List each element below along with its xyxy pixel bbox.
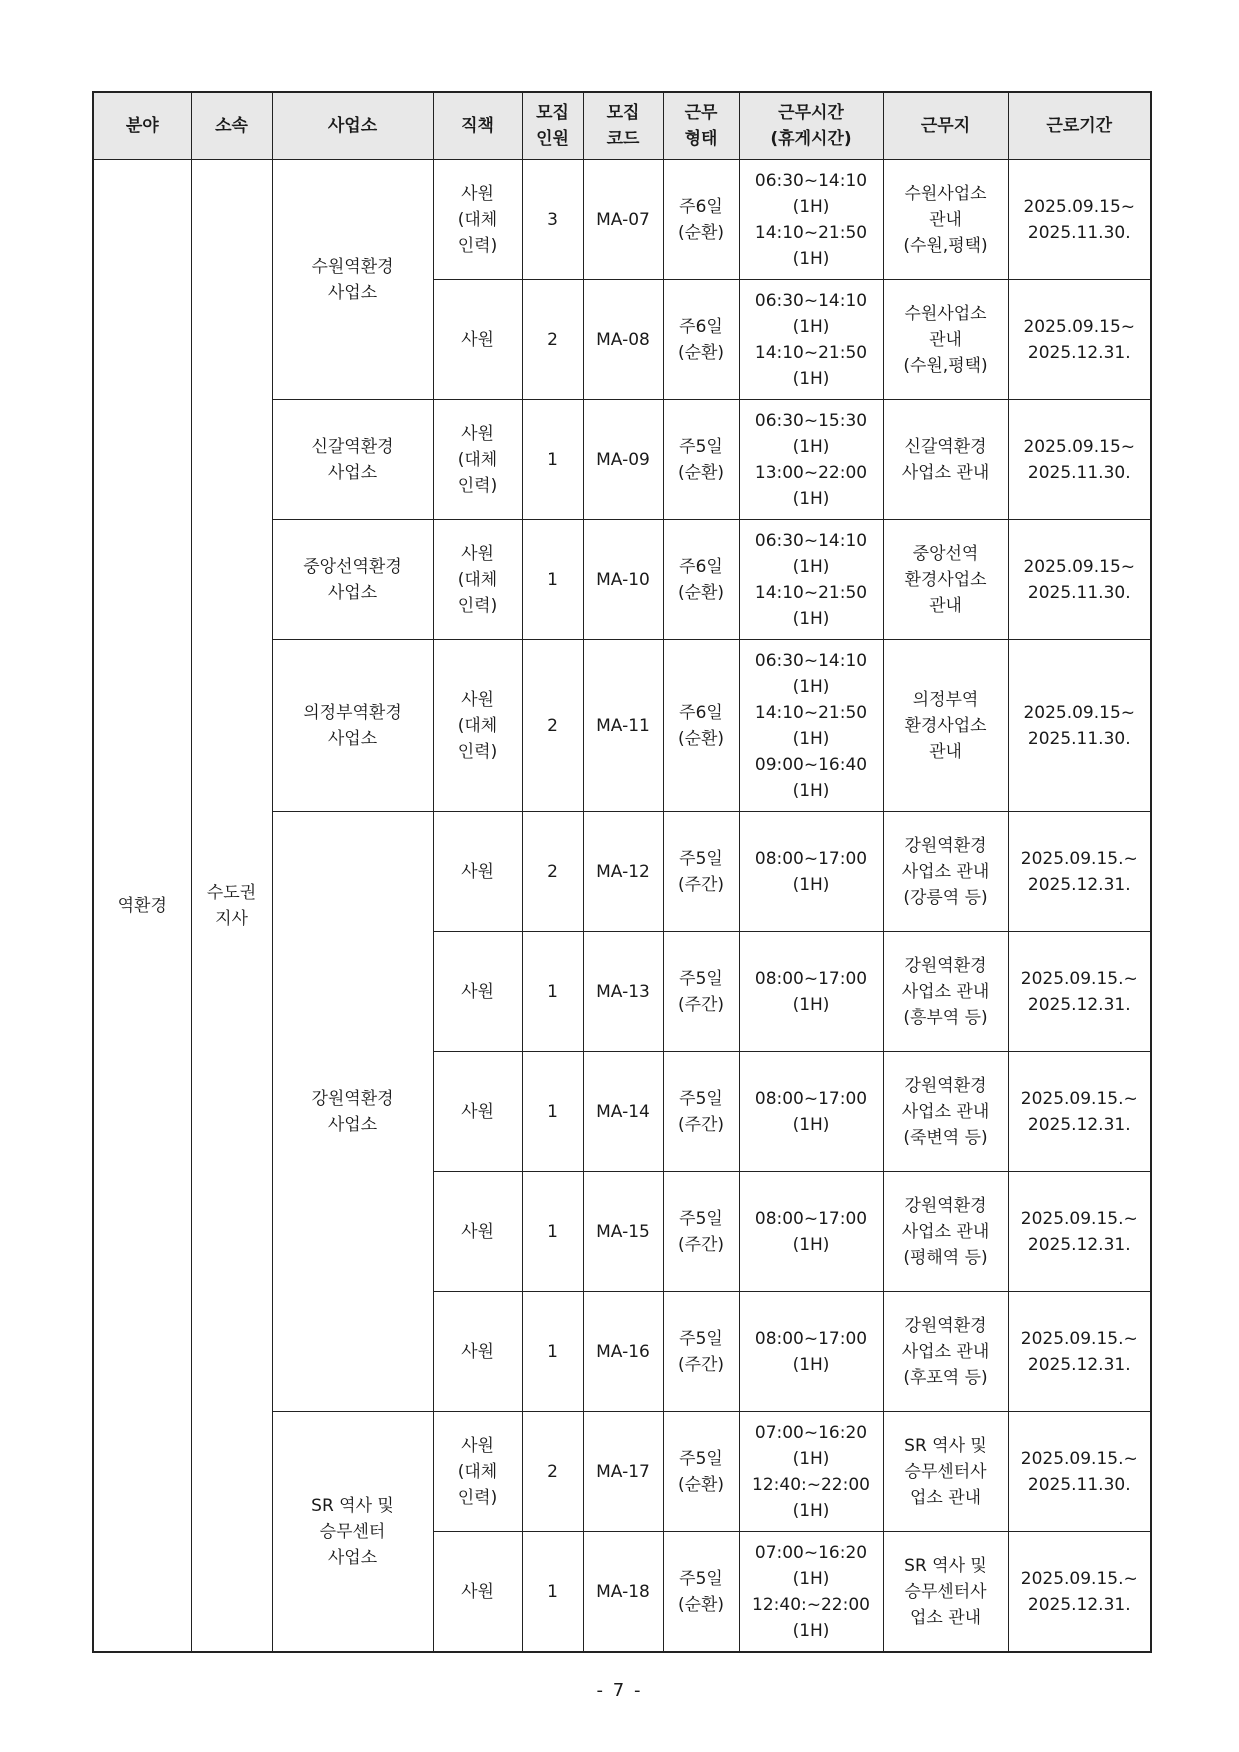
field-cell: [93, 160, 191, 1653]
work-place-cell: [883, 1532, 1008, 1653]
cell-line: (대체: [457, 209, 498, 230]
work-type-cell: [663, 520, 739, 640]
cell-line: 분야: [125, 116, 159, 136]
cell-line: 강원역환경: [904, 1315, 987, 1336]
cell-line: (대체: [457, 449, 498, 470]
code-cell: MA-17: [583, 1412, 663, 1532]
position-cell: [433, 280, 522, 400]
cell-line: 사업소: [327, 282, 378, 303]
cell-line: 중앙선역: [912, 543, 979, 564]
cell-line: 의정부역: [912, 689, 979, 710]
count-cell: 1: [522, 932, 583, 1052]
cell-line: (순환): [677, 728, 725, 749]
header-position: [433, 92, 522, 160]
cell-line: 코드: [606, 129, 640, 149]
cell-line: (순환): [677, 222, 725, 243]
work-period-cell: [1008, 280, 1151, 400]
work-type-cell: [663, 812, 739, 932]
work-place-cell: [883, 1172, 1008, 1292]
cell-line: 사업소: [327, 116, 378, 136]
cell-line: (후포역 등): [903, 1367, 988, 1388]
cell-line: 의정부역환경: [303, 702, 402, 723]
work-type-cell: [663, 400, 739, 520]
cell-line: 주6일: [679, 316, 723, 337]
cell-line: 관내: [929, 209, 962, 230]
cell-line: 수도권: [206, 882, 257, 903]
position-cell: [433, 932, 522, 1052]
cell-line: 2025.09.15~: [1023, 436, 1136, 457]
work-hours-cell: [739, 1412, 883, 1532]
cell-line: 승무센터: [319, 1521, 386, 1542]
cell-line: (대체: [457, 715, 498, 736]
header-recruit-code: [583, 92, 663, 160]
cell-line: 주5일: [679, 968, 723, 989]
cell-line: (순환): [677, 1594, 725, 1615]
cell-line: 근로기간: [1046, 116, 1113, 136]
cell-line: 사업소 관내: [901, 1341, 990, 1362]
cell-line: 주5일: [679, 1328, 723, 1349]
cell-line: 관내: [929, 595, 962, 616]
cell-line: 근무: [684, 103, 718, 123]
cell-line: 주6일: [679, 196, 723, 217]
header-work-hours: [739, 92, 883, 160]
cell-line: 관내: [929, 329, 962, 350]
cell-line: 2025.09.15.~: [1020, 1448, 1138, 1469]
cell-line: (1H): [792, 1114, 830, 1135]
cell-line: 사원: [461, 183, 494, 204]
position-cell: [433, 640, 522, 812]
cell-line: 사업소: [327, 1114, 378, 1135]
cell-line: (수원,평택): [903, 235, 988, 256]
cell-line: 14:10~21:50: [754, 702, 868, 723]
cell-line: 강원역환경: [904, 955, 987, 976]
cell-line: 06:30~14:10: [754, 290, 868, 311]
cell-line: 근무지: [920, 116, 971, 136]
work-period-cell: [1008, 932, 1151, 1052]
cell-line: (1H): [792, 368, 830, 389]
cell-line: 강원역환경: [904, 835, 987, 856]
cell-line: (1H): [792, 780, 830, 801]
cell-line: 사업소 관내: [901, 861, 990, 882]
cell-line: 2025.09.15.~: [1020, 1328, 1138, 1349]
cell-line: 06:30~15:30: [754, 410, 868, 431]
cell-line: (1H): [792, 248, 830, 269]
cell-line: (1H): [792, 994, 830, 1015]
code-cell: MA-15: [583, 1172, 663, 1292]
cell-line: 사업소: [327, 582, 378, 603]
cell-line: 수원사업소: [904, 183, 987, 204]
cell-line: 2025.09.15.~: [1020, 1088, 1138, 1109]
work-place-cell: [883, 520, 1008, 640]
cell-line: 사원: [461, 1221, 494, 1242]
cell-line: 근무시간: [778, 103, 844, 123]
cell-line: 06:30~14:10: [754, 530, 868, 551]
work-period-cell: [1008, 520, 1151, 640]
cell-line: 08:00~17:00: [754, 848, 868, 869]
cell-line: (1H): [792, 488, 830, 509]
header-row: [93, 92, 1151, 160]
office-cell: [272, 160, 433, 400]
cell-line: 2025.11.30.: [1027, 728, 1131, 749]
cell-line: (주간): [677, 1354, 725, 1375]
cell-line: 07:00~16:20: [754, 1542, 868, 1563]
cell-line: (주간): [677, 1234, 725, 1255]
work-place-cell: [883, 1412, 1008, 1532]
cell-line: 2025.11.30.: [1027, 222, 1131, 243]
count-cell: 1: [522, 1172, 583, 1292]
count-cell: 2: [522, 280, 583, 400]
cell-line: 신갈역환경: [311, 436, 394, 457]
cell-line: (1H): [792, 1234, 830, 1255]
cell-line: 주5일: [679, 1448, 723, 1469]
cell-line: 인원: [536, 129, 569, 149]
cell-line: (수원,평택): [903, 355, 988, 376]
count-cell: 1: [522, 520, 583, 640]
cell-line: 2025.12.31.: [1027, 1114, 1131, 1135]
cell-line: (주간): [677, 874, 725, 895]
work-type-cell: [663, 1052, 739, 1172]
work-period-cell: [1008, 1172, 1151, 1292]
cell-line: 사원: [461, 543, 494, 564]
cell-line: 승무센터사: [904, 1581, 987, 1602]
cell-line: 강원역환경: [904, 1195, 987, 1216]
cell-line: 인력): [457, 1487, 498, 1508]
work-hours-cell: [739, 932, 883, 1052]
cell-line: 2025.12.31.: [1027, 342, 1131, 363]
cell-line: 2025.09.15.~: [1020, 968, 1138, 989]
cell-line: 주5일: [679, 436, 723, 457]
cell-line: 역환경: [117, 895, 167, 916]
office-cell: [272, 1412, 433, 1653]
cell-line: 인력): [457, 475, 498, 496]
cell-line: (1H): [792, 874, 830, 895]
cell-line: (1H): [792, 1354, 830, 1375]
cell-line: (1H): [792, 316, 830, 337]
work-type-cell: [663, 1292, 739, 1412]
work-place-cell: [883, 640, 1008, 812]
cell-line: 사원: [461, 1341, 494, 1362]
cell-line: 환경사업소: [904, 715, 987, 736]
work-hours-cell: [739, 1532, 883, 1653]
cell-line: 지사: [215, 908, 248, 929]
cell-line: 관내: [929, 741, 962, 762]
cell-line: 인력): [457, 595, 498, 616]
position-cell: [433, 812, 522, 932]
cell-line: (순환): [677, 462, 725, 483]
cell-line: 형태: [684, 129, 718, 149]
work-period-cell: [1008, 1292, 1151, 1412]
table-body: [93, 160, 1151, 1653]
position-cell: [433, 1532, 522, 1653]
cell-line: 주5일: [679, 1208, 723, 1229]
cell-line: 14:10~21:50: [754, 342, 868, 363]
cell-line: 12:40:~22:00: [752, 1474, 870, 1495]
cell-line: 13:00~22:00: [754, 462, 868, 483]
cell-line: 사원: [461, 329, 494, 350]
code-cell: MA-14: [583, 1052, 663, 1172]
count-cell: 3: [522, 160, 583, 280]
position-cell: [433, 1172, 522, 1292]
table-row: [93, 160, 1151, 280]
count-cell: 1: [522, 1532, 583, 1653]
work-period-cell: [1008, 1412, 1151, 1532]
cell-line: (1H): [792, 608, 830, 629]
code-cell: MA-16: [583, 1292, 663, 1412]
work-place-cell: [883, 1292, 1008, 1412]
cell-line: (1H): [792, 1500, 830, 1521]
cell-line: 2025.09.15.~: [1020, 848, 1138, 869]
code-cell: MA-09: [583, 400, 663, 520]
code-cell: MA-08: [583, 280, 663, 400]
cell-line: 2025.09.15.~: [1020, 1208, 1138, 1229]
work-type-cell: [663, 932, 739, 1052]
cell-line: 2025.12.31.: [1027, 1594, 1131, 1615]
cell-line: 모집: [536, 103, 569, 123]
cell-line: 사원: [461, 423, 494, 444]
cell-line: 2025.11.30.: [1027, 462, 1131, 483]
cell-line: 업소 관내: [909, 1607, 982, 1628]
office-cell: [272, 520, 433, 640]
position-cell: [433, 1412, 522, 1532]
cell-line: (주간): [677, 1114, 725, 1135]
cell-line: 2025.09.15~: [1023, 316, 1136, 337]
cell-line: 사원: [461, 1101, 494, 1122]
code-cell: MA-18: [583, 1532, 663, 1653]
work-period-cell: [1008, 1532, 1151, 1653]
position-cell: [433, 400, 522, 520]
code-cell: MA-11: [583, 640, 663, 812]
cell-line: 사원: [461, 1581, 494, 1602]
work-place-cell: [883, 812, 1008, 932]
header-recruit-count: [522, 92, 583, 160]
cell-line: 14:10~21:50: [754, 582, 868, 603]
cell-line: 사업소 관내: [901, 981, 990, 1002]
cell-line: 주5일: [679, 1568, 723, 1589]
office-cell: [272, 812, 433, 1412]
cell-line: 인력): [457, 235, 498, 256]
code-cell: MA-10: [583, 520, 663, 640]
cell-line: (순환): [677, 1474, 725, 1495]
count-cell: 1: [522, 400, 583, 520]
cell-line: (대체: [457, 1461, 498, 1482]
count-cell: 1: [522, 1292, 583, 1412]
work-hours-cell: [739, 1292, 883, 1412]
cell-line: (흥부역 등): [903, 1007, 988, 1028]
cell-line: 08:00~17:00: [754, 1088, 868, 1109]
work-hours-cell: [739, 160, 883, 280]
cell-line: (1H): [792, 1448, 830, 1469]
cell-line: 2025.12.31.: [1027, 1354, 1131, 1375]
header-work-period: [1008, 92, 1151, 160]
cell-line: (1H): [792, 1568, 830, 1589]
cell-line: (강릉역 등): [903, 887, 988, 908]
cell-line: 환경사업소: [904, 569, 987, 590]
work-hours-cell: [739, 1052, 883, 1172]
position-cell: [433, 160, 522, 280]
cell-line: 08:00~17:00: [754, 1208, 868, 1229]
work-place-cell: [883, 160, 1008, 280]
cell-line: (1H): [792, 196, 830, 217]
cell-line: (1H): [792, 556, 830, 577]
work-period-cell: [1008, 640, 1151, 812]
cell-line: 2025.11.30.: [1027, 582, 1131, 603]
cell-line: 2025.12.31.: [1027, 994, 1131, 1015]
count-cell: 1: [522, 1052, 583, 1172]
cell-line: 07:00~16:20: [754, 1422, 868, 1443]
work-period-cell: [1008, 160, 1151, 280]
cell-line: 사원: [461, 981, 494, 1002]
work-place-cell: [883, 932, 1008, 1052]
cell-line: 주6일: [679, 556, 723, 577]
cell-line: 2025.09.15~: [1023, 556, 1136, 577]
header-work-type: [663, 92, 739, 160]
cell-line: (주간): [677, 994, 725, 1015]
cell-line: 2025.09.15~: [1023, 702, 1136, 723]
cell-line: 사업소: [327, 1547, 378, 1568]
cell-line: 2025.12.31.: [1027, 1234, 1131, 1255]
cell-line: SR 역사 및: [311, 1495, 394, 1516]
position-cell: [433, 520, 522, 640]
position-cell: [433, 1052, 522, 1172]
cell-line: 강원역환경: [904, 1075, 987, 1096]
work-type-cell: [663, 280, 739, 400]
work-period-cell: [1008, 812, 1151, 932]
cell-line: 주5일: [679, 848, 723, 869]
work-place-cell: [883, 280, 1008, 400]
cell-line: 12:40:~22:00: [752, 1594, 870, 1615]
header-work-place: [883, 92, 1008, 160]
cell-line: 14:10~21:50: [754, 222, 868, 243]
cell-line: (1H): [792, 1620, 830, 1641]
cell-line: (죽변역 등): [903, 1127, 988, 1148]
cell-line: 주5일: [679, 1088, 723, 1109]
cell-line: 06:30~14:10: [754, 170, 868, 191]
cell-line: (1H): [792, 676, 830, 697]
work-period-cell: [1008, 1052, 1151, 1172]
cell-line: (1H): [792, 436, 830, 457]
work-type-cell: [663, 640, 739, 812]
code-cell: MA-07: [583, 160, 663, 280]
page-number: - 7 -: [596, 1680, 643, 1701]
affiliation-cell: [191, 160, 272, 1653]
cell-line: 인력): [457, 741, 498, 762]
cell-line: (휴게시간): [770, 129, 852, 149]
cell-line: (순환): [677, 582, 725, 603]
work-type-cell: [663, 1412, 739, 1532]
recruitment-table: [92, 91, 1152, 1653]
cell-line: (순환): [677, 342, 725, 363]
cell-line: 수원사업소: [904, 303, 987, 324]
cell-line: 중앙선역환경: [303, 556, 402, 577]
count-cell: 2: [522, 812, 583, 932]
cell-line: 06:30~14:10: [754, 650, 868, 671]
cell-line: 사원: [461, 1435, 494, 1456]
work-place-cell: [883, 1052, 1008, 1172]
cell-line: 사업소: [327, 462, 378, 483]
cell-line: 09:00~16:40: [754, 754, 868, 775]
work-hours-cell: [739, 1172, 883, 1292]
work-hours-cell: [739, 280, 883, 400]
cell-line: 소속: [215, 116, 248, 136]
cell-line: 사업소: [327, 728, 378, 749]
work-type-cell: [663, 1172, 739, 1292]
cell-line: 08:00~17:00: [754, 1328, 868, 1349]
cell-line: 수원역환경: [311, 256, 394, 277]
cell-line: 사원: [461, 861, 494, 882]
cell-line: 사업소 관내: [901, 1221, 990, 1242]
header-office: [272, 92, 433, 160]
office-cell: [272, 400, 433, 520]
cell-line: 2025.09.15~: [1023, 196, 1136, 217]
count-cell: 2: [522, 1412, 583, 1532]
cell-line: 사업소 관내: [901, 462, 990, 483]
code-cell: MA-12: [583, 812, 663, 932]
work-hours-cell: [739, 812, 883, 932]
cell-line: 직책: [461, 116, 494, 136]
code-cell: MA-13: [583, 932, 663, 1052]
cell-line: 업소 관내: [909, 1487, 982, 1508]
position-cell: [433, 1292, 522, 1412]
cell-line: 08:00~17:00: [754, 968, 868, 989]
work-hours-cell: [739, 640, 883, 812]
work-hours-cell: [739, 400, 883, 520]
work-place-cell: [883, 400, 1008, 520]
cell-line: SR 역사 및: [904, 1435, 987, 1456]
cell-line: 신갈역환경: [904, 436, 987, 457]
cell-line: (평해역 등): [903, 1247, 988, 1268]
cell-line: 2025.09.15.~: [1020, 1568, 1138, 1589]
header-affiliation: [191, 92, 272, 160]
work-type-cell: [663, 1532, 739, 1653]
cell-line: (대체: [457, 569, 498, 590]
work-type-cell: [663, 160, 739, 280]
cell-line: (1H): [792, 728, 830, 749]
cell-line: 모집: [606, 103, 640, 123]
work-hours-cell: [739, 520, 883, 640]
cell-line: 2025.11.30.: [1027, 1474, 1131, 1495]
cell-line: 사원: [461, 689, 494, 710]
work-period-cell: [1008, 400, 1151, 520]
cell-line: 2025.12.31.: [1027, 874, 1131, 895]
cell-line: SR 역사 및: [904, 1555, 987, 1576]
cell-line: 주6일: [679, 702, 723, 723]
count-cell: 2: [522, 640, 583, 812]
cell-line: 승무센터사: [904, 1461, 987, 1482]
header-field: [93, 92, 191, 160]
cell-line: 강원역환경: [311, 1088, 394, 1109]
office-cell: [272, 640, 433, 812]
cell-line: 사업소 관내: [901, 1101, 990, 1122]
